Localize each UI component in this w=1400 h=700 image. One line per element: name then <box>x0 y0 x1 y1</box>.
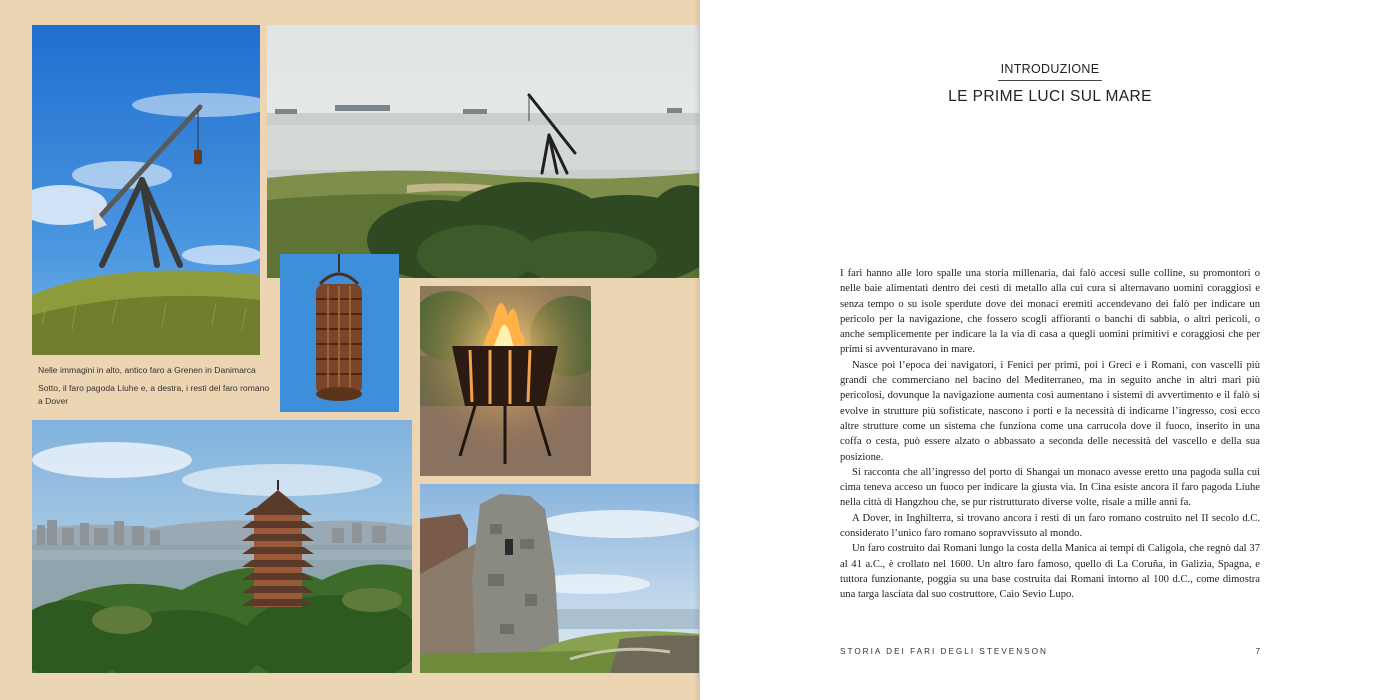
page-number: 7 <box>1255 647 1260 656</box>
photo-grenen-lighthouse <box>32 25 260 355</box>
photo-fire-brazier <box>420 286 591 476</box>
paragraph: I fari hanno alle loro spalle una storia millenaria, dai falò accesi sulle colline, su promontori o nelle baie alimentati dentro dei cesti di metallo alla cui cura si alternavano uomini coraggiosi e senza tempo o su isole sperdute dove dei monaci eremiti accendevano dei falò per indicare un pericolo per la navigazione, che fossero scogli affioranti o banchi di sabbia, o altri pericoli, o anche semplicemente per indicare la la via di casa a quegli uomini primitivi e coraggiosi che per primi si avventuravano in mare. <box>840 268 1260 356</box>
paragraph: Un faro costruito dai Romani lungo la costa della Manica ai tempi di Caligola, che regnò dal 37 al 41 a.C., è crollato nel 1600. Un altro faro famoso, quello di La Coruña, in Galizia, Spagna, e tuttora funzionante, poggia su una base costruita dai Romani intorno al 100 d.C., come dimostra una targa lasciata dal suo costruttore, Caio Sevio Lupo. <box>840 543 1260 601</box>
photo-coastal-landscape <box>267 25 699 278</box>
chapter-title: LE PRIME LUCI SUL MARE <box>948 88 1152 105</box>
section-label-underline <box>998 80 1102 81</box>
caption-line-top: Nelle immagini in alto, antico faro a Grenen in Danimarca <box>38 365 256 375</box>
section-label: INTRODUZIONE <box>1000 62 1100 76</box>
photo-liuhe-pagoda <box>32 420 412 673</box>
right-page-text <box>700 0 1400 700</box>
photo-caption <box>38 364 274 412</box>
running-footer-title: STORIA DEI FARI DEGLI STEVENSON <box>840 647 1048 656</box>
photo-roman-lighthouse-dover <box>420 484 699 673</box>
caption-line-bottom: Sotto, il faro pagoda Liuhe e, a destra, i resti del faro romano a Dover <box>38 382 270 406</box>
paragraph: Si racconta che all’ingresso del porto di Shangai un monaco avesse eretto una pagoda sulla cui cima teneva acceso un fuoco per indicare la giusta via. In Cina esiste ancora il faro pagoda Liuhe nella città di Hangzhou che, se pur ristrutturato diverse volte, risale a mille anni fa. <box>840 466 1260 509</box>
photo-hanging-fire-basket <box>280 254 399 412</box>
paragraph: A Dover, in Inghilterra, si trovano ancora i resti di un faro romano costruito nel II secolo d.C. considerato l’unico faro romano sopravvissuto al mondo. <box>840 512 1260 540</box>
body-text <box>840 266 1260 603</box>
paragraph: Nasce poi l’epoca dei navigatori, i Fenici per primi, poi i Greci e i Romani, con vascelli più grandi che commerciano nel bacino del Mediterraneo, ma in seguito anche in altri mari più pericolosi, dovunque la navigazione aumenta così aumentano i sistemi di avvertimento e il falò si evolve in strutture più sofisticate, nascono i porti e la necessità di indicarne l’ingresso, così ecco altre strutture come un sistema che funziona come una carrucola dove il fuoco, inserito in una coffa o cesta, può essere alzato o abbassato a seconda delle necessità del vascello e della sua posizione. <box>840 359 1260 463</box>
